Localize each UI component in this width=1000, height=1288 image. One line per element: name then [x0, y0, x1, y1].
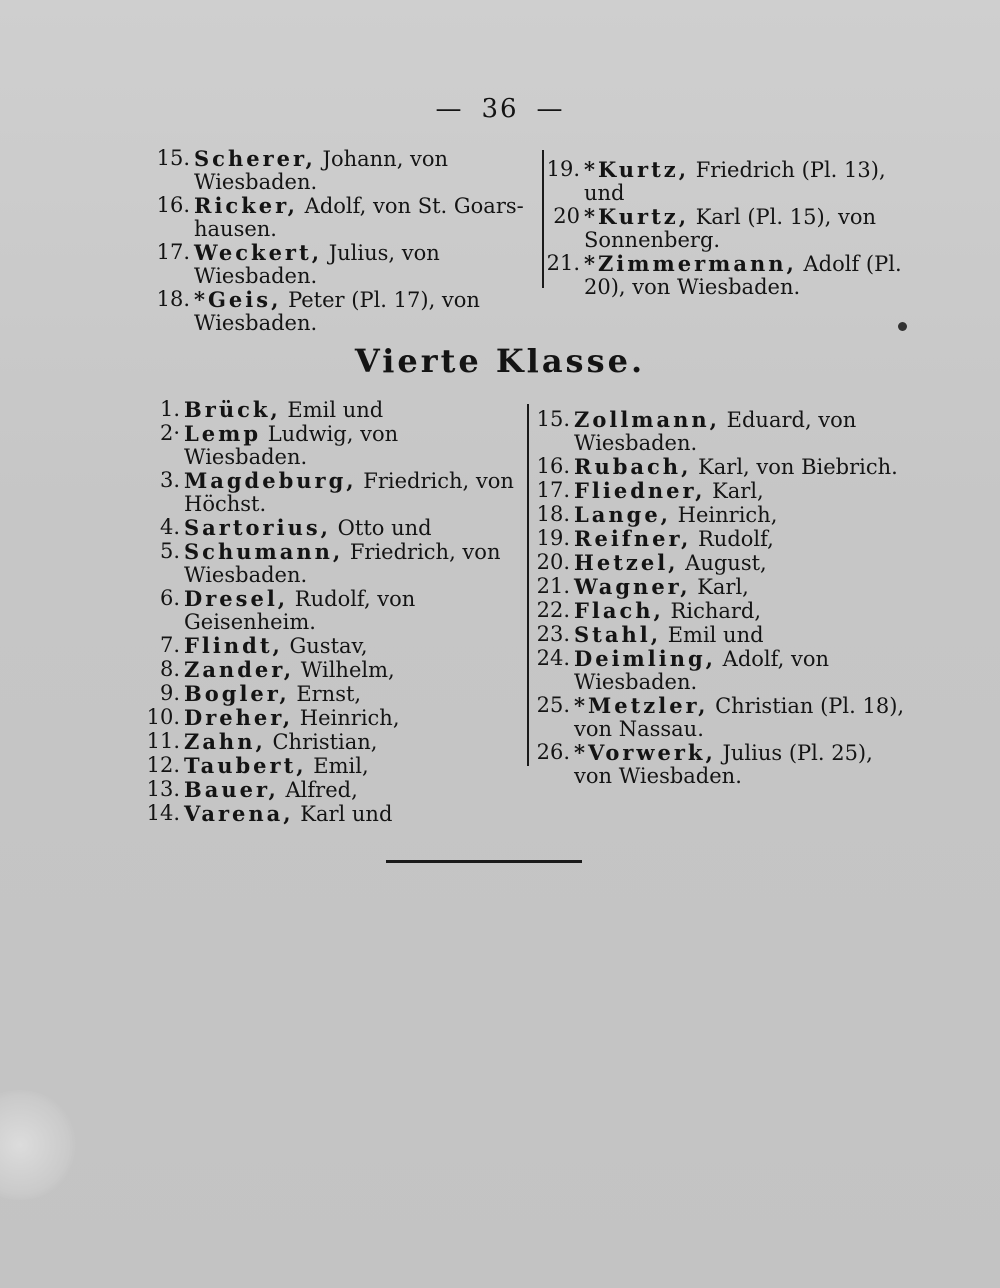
ink-spot: [898, 322, 907, 331]
list-entry: [530, 503, 914, 527]
entry-number: 20: [553, 204, 580, 228]
entry-number: 9.: [159, 681, 180, 705]
list-entry: [140, 658, 526, 682]
entry-details: Otto und: [331, 516, 432, 540]
entry-details: Friedrich, von Wiesbaden.: [184, 540, 501, 587]
list-entry: [530, 694, 914, 741]
entry-number: 22.: [536, 598, 570, 622]
list-entry: [140, 587, 526, 634]
entry-details: Julius, von Wiesbaden.: [194, 241, 440, 288]
list-entry: [140, 730, 526, 754]
entry-number: 11.: [146, 729, 180, 753]
entry-number: 23.: [536, 622, 570, 646]
entry-number: 15.: [536, 407, 570, 431]
entry-surname: *Metzler,: [574, 693, 709, 718]
entry-surname: *Kurtz,: [584, 204, 690, 229]
entry-number: 26.: [536, 740, 570, 764]
list-entry: [140, 778, 526, 802]
entry-number: 10.: [146, 705, 180, 729]
entry-number: 12.: [146, 753, 180, 777]
list-entry: [530, 408, 914, 455]
entry-number: 2·: [159, 421, 180, 445]
entry-details: Gustav,: [282, 634, 368, 658]
entry-number: 4.: [159, 515, 180, 539]
entry-surname: Zollmann,: [574, 407, 720, 432]
entry-details: Karl (Pl. 15), von Sonnenberg.: [584, 205, 877, 252]
list-entry: [530, 551, 914, 575]
top-right-column: [540, 158, 932, 299]
entry-details: Heinrich,: [671, 503, 778, 527]
entry-surname: Magdeburg,: [184, 468, 357, 493]
list-entry: [150, 288, 538, 335]
entry-number: 3.: [159, 468, 180, 492]
list-entry: [530, 479, 914, 503]
entry-surname: Fliedner,: [574, 478, 706, 503]
entry-surname: Deimling,: [574, 646, 716, 671]
list-entry: [150, 194, 538, 241]
list-entry: [150, 241, 538, 288]
entry-number: 25.: [536, 693, 570, 717]
entry-details: Friedrich (Pl. 13), und: [584, 158, 886, 205]
entry-surname: Flach,: [574, 598, 664, 623]
entry-details: August,: [678, 551, 767, 575]
entry-surname: Dresel,: [184, 586, 289, 611]
entry-details: Christian,: [265, 730, 378, 754]
entry-details: Christian (Pl. 18), von Nassau.: [574, 694, 905, 741]
entry-details: Rudolf,: [691, 527, 774, 551]
list-entry: [140, 682, 526, 706]
entry-surname: Bogler,: [184, 681, 290, 706]
entry-details: Adolf, von St. Goars-hausen.: [194, 194, 524, 241]
list-entry: [530, 599, 914, 623]
entry-surname: Hetzel,: [574, 550, 679, 575]
entry-number: 7.: [159, 633, 180, 657]
entry-number: 16.: [536, 454, 570, 478]
list-entry: [140, 754, 526, 778]
entry-details: Emil,: [306, 754, 369, 778]
entry-details: Karl und: [293, 802, 393, 826]
entry-surname: Sartorius,: [184, 515, 331, 540]
entry-details: Johann, von Wiesbaden.: [194, 147, 449, 194]
entry-details: Karl, von Biebrich.: [691, 455, 898, 479]
entry-surname: Varena,: [184, 801, 294, 826]
entry-number: 20.: [536, 550, 570, 574]
entry-details: Karl,: [690, 575, 749, 599]
entry-number: 5.: [159, 539, 180, 563]
list-entry: [140, 422, 526, 469]
list-entry: [530, 623, 914, 647]
entry-details: Emil und: [661, 623, 764, 647]
closing-rule: [386, 860, 582, 863]
entry-number: 1.: [159, 397, 180, 421]
entry-number: 17.: [156, 240, 190, 264]
list-entry: [530, 741, 914, 788]
entry-surname: *Kurtz,: [584, 157, 690, 182]
list-entry: [530, 575, 914, 599]
entry-surname: Flindt,: [184, 633, 283, 658]
entry-details: Heinrich,: [293, 706, 400, 730]
entry-number: 8.: [159, 657, 180, 681]
entry-details: Julius (Pl. 25), von Wiesbaden.: [574, 741, 873, 788]
entry-surname: Bauer,: [184, 777, 279, 802]
entry-details: Peter (Pl. 17), von Wiesbaden.: [194, 288, 480, 335]
entry-surname: Zander,: [184, 657, 295, 682]
blind-stamp-emboss: [0, 1090, 80, 1200]
entry-surname: Wagner,: [574, 574, 691, 599]
entry-number: 21.: [536, 574, 570, 598]
entry-details: Ludwig, von Wiesbaden.: [184, 422, 399, 469]
entry-number: 17.: [536, 478, 570, 502]
entry-number: 18.: [536, 502, 570, 526]
entry-details: Karl,: [705, 479, 764, 503]
entry-details: Wilhelm,: [294, 658, 395, 682]
entry-number: 19.: [546, 157, 580, 181]
list-entry: [140, 516, 526, 540]
entry-surname: Ricker,: [194, 193, 298, 218]
list-entry: [140, 469, 526, 516]
entry-details: Adolf (Pl. 20), von Wiesbaden.: [584, 252, 902, 299]
list-entry: [530, 455, 914, 479]
entry-surname: Lemp: [184, 421, 262, 446]
list-entry: [540, 252, 932, 299]
entry-number: 13.: [146, 777, 180, 801]
entry-details: Richard,: [663, 599, 762, 623]
entry-surname: *Zimmermann,: [584, 251, 797, 276]
list-entry: [140, 540, 526, 587]
entry-surname: *Vorwerk,: [574, 740, 716, 765]
list-entry: [530, 647, 914, 694]
entry-surname: Lange,: [574, 502, 671, 527]
page-header: [0, 94, 1000, 124]
entry-number: 6.: [159, 586, 180, 610]
entry-surname: *Geis,: [194, 287, 282, 312]
entry-number: 18.: [156, 287, 190, 311]
list-entry: [540, 205, 932, 252]
entry-details: Adolf, von Wiesbaden.: [574, 647, 830, 694]
list-entry: [150, 147, 538, 194]
list-entry: [530, 527, 914, 551]
entry-number: 15.: [156, 146, 190, 170]
top-left-column: [150, 147, 538, 335]
list-entry: [140, 634, 526, 658]
list-entry: [540, 158, 932, 205]
entry-number: 16.: [156, 193, 190, 217]
page-number: 36: [481, 94, 519, 124]
entry-surname: Scherer,: [194, 146, 316, 171]
dash-right: —: [536, 94, 565, 124]
entry-surname: Weckert,: [194, 240, 323, 265]
entry-surname: Zahn,: [184, 729, 266, 754]
entry-surname: Brück,: [184, 397, 281, 422]
entry-number: 14.: [146, 801, 180, 825]
entry-number: 24.: [536, 646, 570, 670]
entry-details: Ernst,: [289, 682, 362, 706]
left-entries-column: [140, 398, 526, 826]
entry-surname: Rubach,: [574, 454, 692, 479]
entry-details: Rudolf, von Geisenheim.: [184, 587, 416, 634]
list-entry: [140, 706, 526, 730]
entry-details: Emil und: [280, 398, 384, 422]
dash-left: —: [435, 94, 464, 124]
entry-details: Alfred,: [278, 778, 358, 802]
entry-surname: Schumann,: [184, 539, 344, 564]
entry-number: 21.: [546, 251, 580, 275]
entry-surname: Dreher,: [184, 705, 294, 730]
entry-surname: Reifner,: [574, 526, 692, 551]
entry-surname: Stahl,: [574, 622, 662, 647]
list-entry: [140, 802, 526, 826]
section-title: Vierte Klasse.: [354, 342, 646, 380]
list-entry: [140, 398, 526, 422]
right-entries-column: [530, 408, 914, 788]
entry-surname: Taubert,: [184, 753, 307, 778]
entry-details: Friedrich, von Höchst.: [184, 469, 514, 516]
column-divider-main: [527, 404, 529, 766]
entry-details: Eduard, von Wiesbaden.: [574, 408, 857, 455]
entry-number: 19.: [536, 526, 570, 550]
